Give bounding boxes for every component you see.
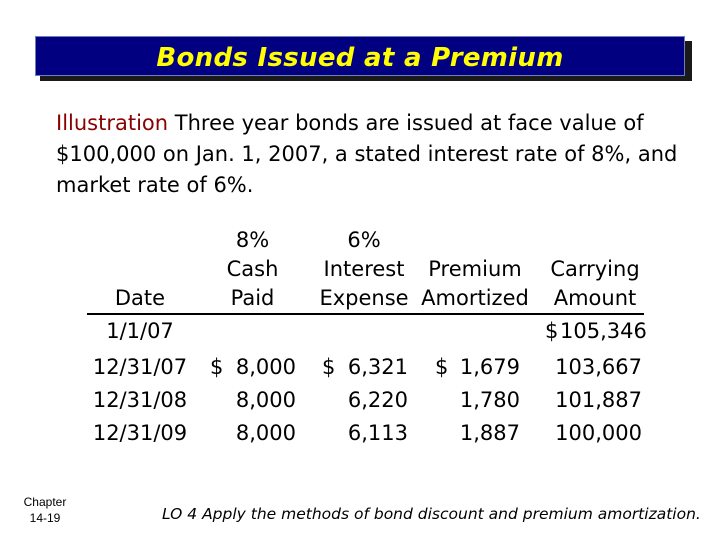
row-premium: 1,679 [459,355,520,379]
row-premium: 1,780 [459,388,520,412]
page-number: 14-19 [29,511,61,525]
header-cash-rate: 8% [235,228,270,252]
header-interest-rate: 6% [347,228,381,252]
row-date: 12/31/07 [92,355,188,379]
header-amount: Amount [553,286,637,310]
dollar-sign: $ [322,355,336,379]
header-expense: Expense [319,286,409,310]
learning-objective: LO 4 Apply the methods of bond discount and premium amortization. [162,505,701,523]
header-cash: Cash [226,257,279,281]
intro-paragraph [56,108,696,201]
row-date: 12/31/08 [92,388,188,412]
dollar-sign: $ [545,319,559,343]
row-carrying: 103,667 [555,355,642,379]
chapter-word: Chapter [23,495,67,509]
row-date: 1/1/07 [106,319,174,343]
dollar-sign: $ [435,355,449,379]
header-amortized: Amortized [421,286,529,310]
header-interest: Interest [323,257,405,281]
chapter-label [14,494,76,526]
row-interest: 6,113 [347,421,408,445]
dollar-sign: $ [210,355,224,379]
row-carrying: 101,887 [555,388,642,412]
intro-text: Three year bonds are issued at face value of $100,000 on Jan. 1, 2007, a stated interest rate of 8%, and market rate of 6%. [56,111,678,197]
header-date: Date [114,286,166,310]
row-cash: 8,000 [235,388,296,412]
header-paid: Paid [230,286,275,310]
row-interest: 6,220 [347,388,408,412]
header-rule [87,313,644,315]
row-interest: 6,321 [347,355,408,379]
row-carrying: 105,346 [560,319,647,343]
slide-title: Bonds Issued at a Premium [156,43,564,73]
header-carrying: Carrying [550,257,640,281]
title-banner [35,36,685,76]
header-premium: Premium [428,257,522,281]
row-cash: 8,000 [235,355,296,379]
intro-lead: Illustration [56,111,169,135]
row-carrying: 100,000 [555,421,642,445]
row-date: 12/31/09 [92,421,188,445]
row-premium: 1,887 [459,421,520,445]
row-cash: 8,000 [235,421,296,445]
